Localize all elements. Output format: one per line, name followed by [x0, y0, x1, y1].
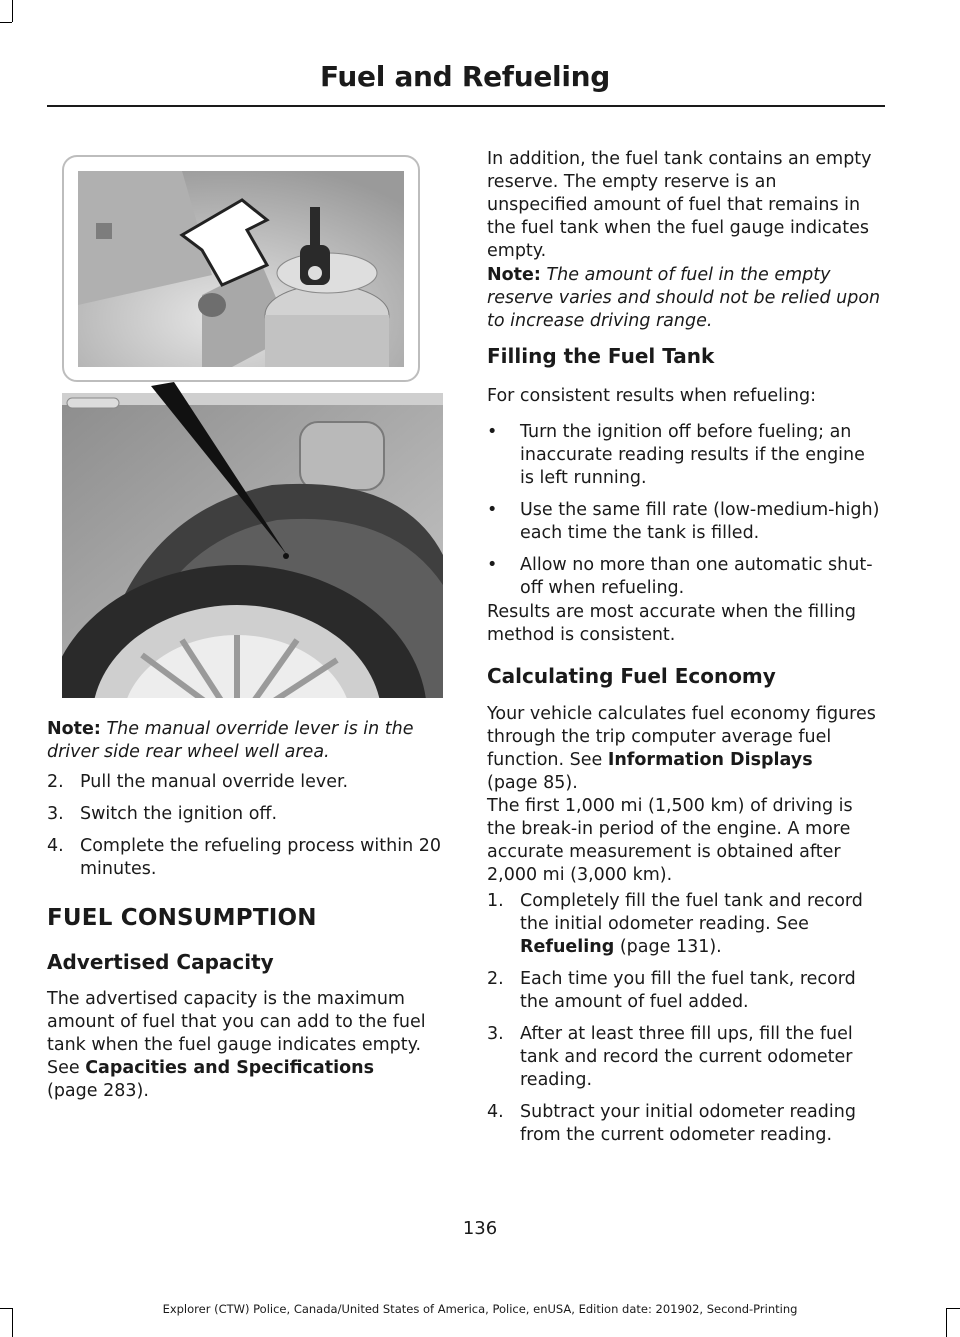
page-reference: (page 85). — [487, 773, 578, 793]
list-item — [47, 771, 447, 794]
page-reference: (page 131). — [614, 937, 722, 957]
list-item — [487, 1023, 882, 1092]
step-number: 3. — [487, 1024, 504, 1044]
crop-mark — [12, 0, 13, 22]
bullet-text: Allow no more than one automatic shut-off when refueling. — [520, 555, 873, 598]
steps-list — [47, 771, 447, 881]
page-title: Fuel and Refueling — [319, 60, 610, 93]
list-item — [487, 554, 882, 600]
note-paragraph — [487, 264, 882, 333]
calculating-heading: Calculating Fuel Economy — [487, 664, 776, 688]
step-number: 4. — [47, 836, 64, 856]
filling-outro: Results are most accurate when the filling method is consistent. — [487, 602, 856, 645]
calc-paragraph — [487, 703, 882, 795]
filling-bullets — [487, 421, 882, 600]
bullet-text: Use the same fill rate (low-medium-high) each time the tank is filled. — [520, 500, 880, 543]
note-text: The amount of fuel in the empty reserve varies and should not be relied upon to increase driving range. — [487, 265, 881, 331]
step-text: Switch the ignition off. — [80, 804, 278, 824]
step-text: Pull the manual override lever. — [80, 772, 349, 792]
calc-steps — [487, 890, 882, 1147]
step-text: Each time you fill the fuel tank, record the amount of fuel added. — [520, 969, 856, 1012]
note-label: Note: — [47, 719, 101, 739]
step-number: 3. — [47, 804, 64, 824]
list-item — [487, 890, 882, 959]
list-item — [487, 1101, 882, 1147]
filling-intro: For consistent results when refueling: — [487, 386, 816, 406]
bullet-icon: • — [487, 555, 498, 575]
page-number: 136 — [462, 1218, 498, 1239]
advertised-capacity-paragraph — [47, 988, 447, 1103]
step-text: Complete the refueling process within 20 minutes. — [80, 836, 441, 879]
advertised-capacity-text: The advertised capacity is the maximum amount of fuel that you can add to the fuel tank when the fuel gauge indicates empty. See — [47, 989, 426, 1078]
note-paragraph — [47, 718, 447, 764]
bullet-icon: • — [487, 422, 498, 442]
calc-text: Your vehicle calculates fuel economy figures through the trip computer average fuel function. See — [487, 704, 876, 770]
step-number: 2. — [47, 772, 64, 792]
step-text: After at least three fill ups, fill the fuel tank and record the current odometer reading. — [520, 1024, 853, 1090]
break-in-paragraph: The first 1,000 mi (1,500 km) of driving is the break-in period of the engine. A more accurate measurement is obtained after 2,000 mi (3,000 km). — [487, 796, 853, 885]
refueling-link[interactable]: Refueling — [520, 937, 615, 957]
filling-heading: Filling the Fuel Tank — [487, 344, 715, 368]
list-item — [487, 421, 882, 490]
crop-mark — [0, 22, 12, 23]
list-item — [47, 803, 447, 826]
information-displays-link[interactable]: Information Displays — [607, 750, 813, 770]
bullet-icon: • — [487, 500, 498, 520]
reserve-paragraph: In addition, the fuel tank contains an empty reserve. The empty reserve is an unspecified amount of fuel that remains in the fuel tank when the fuel gauge indicates empty. — [487, 149, 872, 261]
list-item — [487, 968, 882, 1014]
wheel-well-illustration — [62, 155, 443, 698]
page-reference: (page 283). — [47, 1081, 149, 1101]
list-item — [47, 835, 447, 881]
step-number: 2. — [487, 969, 504, 989]
advertised-capacity-heading: Advertised Capacity — [47, 950, 274, 974]
section-title: FUEL CONSUMPTION — [47, 905, 317, 931]
step-text: Subtract your initial odometer reading from the current odometer reading. — [520, 1102, 856, 1145]
note-text: The manual override lever is in the driver side rear wheel well area. — [47, 719, 414, 762]
header-divider — [47, 105, 885, 107]
edition-info: Explorer (CTW) Police, Canada/United States of America, Police, enUSA, Edition date: 201902, Second-Printing — [162, 1302, 798, 1316]
capacities-link[interactable]: Capacities and Specifications — [85, 1058, 374, 1078]
step-number: 1. — [487, 891, 504, 911]
bullet-text: Turn the ignition off before fueling; an inaccurate reading results if the engine is left running. — [520, 422, 865, 488]
step-text: Completely fill the fuel tank and record the initial odometer reading. See — [520, 891, 863, 934]
step-number: 4. — [487, 1102, 504, 1122]
note-label: Note: — [487, 265, 541, 285]
list-item — [487, 499, 882, 545]
